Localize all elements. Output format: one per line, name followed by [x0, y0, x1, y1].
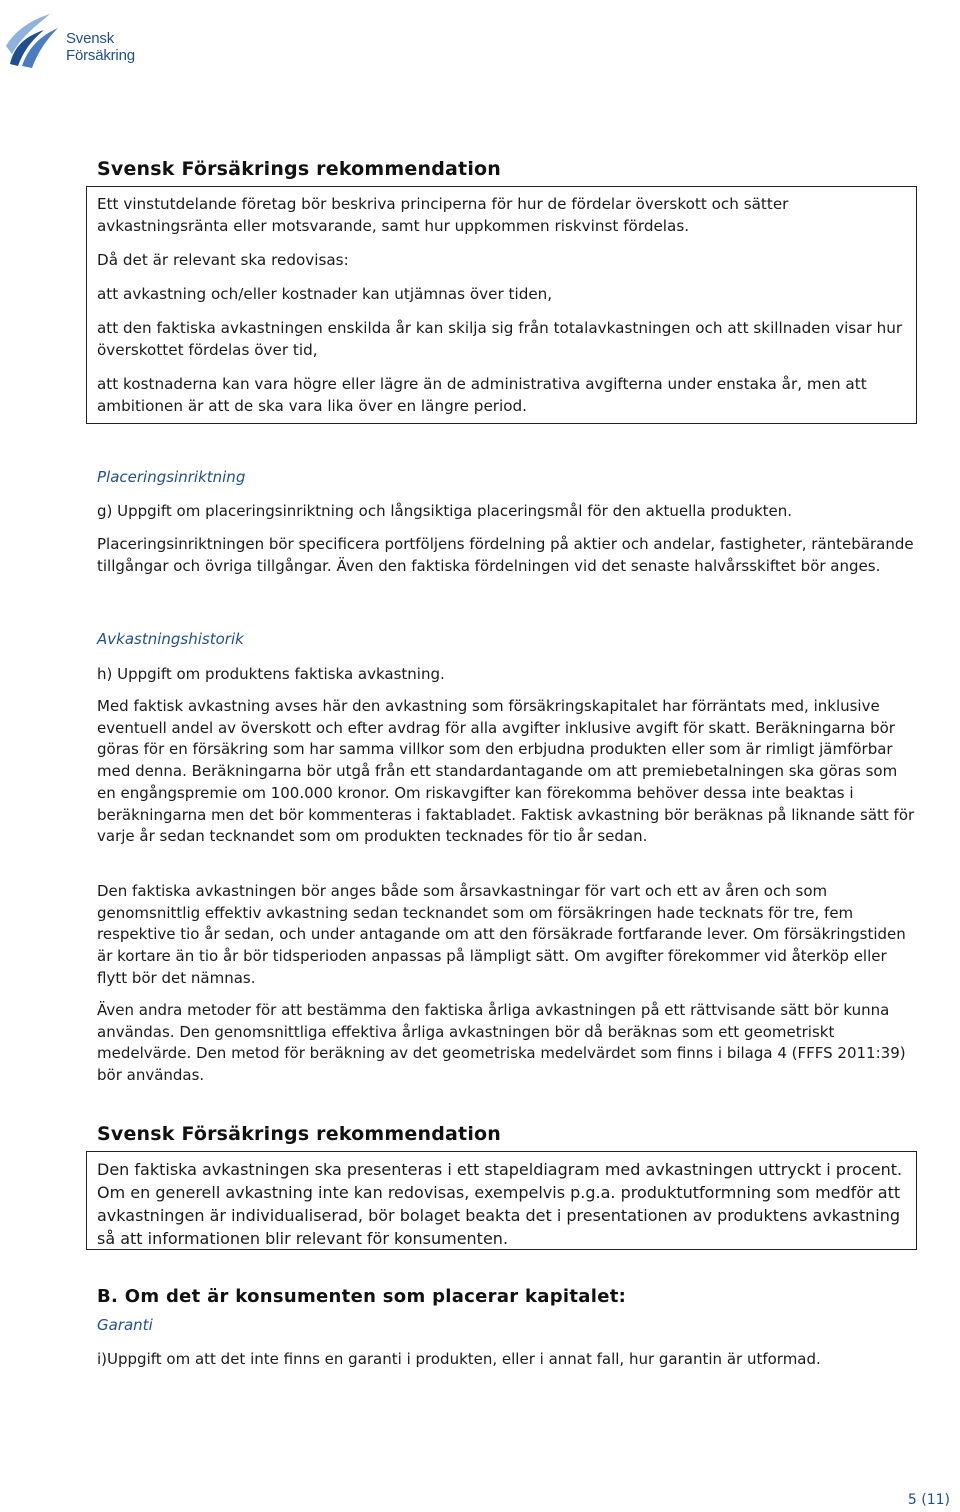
- recommendation-box-2: [86, 1151, 917, 1250]
- placering-text: Placeringsinriktningen bör specificera portföljens fördelning på aktier och andelar, fastigheter, räntebärande tillgångar och övriga tillgångar. Även den faktiska fördelningen vid det senaste halvårsskiftet bör anges.: [97, 535, 914, 575]
- recommendation-box: [86, 186, 917, 424]
- recommendation-title-2: Svensk Försäkrings rekommendation: [97, 1123, 502, 1145]
- section-heading-garanti: Garanti: [97, 1316, 153, 1334]
- historik-paragraph-2: Den faktiska avkastningen bör anges både som årsavkastningar för vart och ett av åren och som genomsnittlig effektiv avkastning sedan tecknandet som om försäkringen hade tecknats för tre, fem respektive tio år sedan, och under antagande om att den försäkrade fortfarande lever. Om försäkringstiden är kortare än tio år bör tidsperioden anpassas på lämpligt sätt. Om avgifter förekommer vid återköp eller flytt bör det nämnas.: [97, 882, 906, 987]
- garanti-item: i)Uppgift om att det inte finns en garanti i produkten, eller i annat fall, hur garantin är utformad.: [97, 1350, 821, 1368]
- recommendation-title: Svensk Försäkrings rekommendation: [97, 158, 502, 180]
- rec1-paragraph-2: Då det är relevant ska redovisas:: [97, 251, 349, 269]
- rec1-paragraph-4: att den faktiska avkastningen enskilda år kan skilja sig från totalavkastningen och att skillnaden visar hur överskottet fördelas över tid,: [97, 319, 903, 359]
- rec1-paragraph-3: att avkastning och/eller kostnader kan utjämnas över tiden,: [97, 285, 553, 303]
- historik-paragraph-3: Även andra metoder för att bestämma den faktiska årliga avkastningen på ett rättvisande sätt bör kunna användas. Den genomsnittliga effektiva årliga avkastningen bör då beräknas som ett geometriskt medelvärde. Den metod för beräkning av det geometriska medelvärdet som finns i bilaga 4 (FFFS 2011:39) bör användas.: [97, 1001, 906, 1085]
- historik-item: h) Uppgift om produktens faktiska avkastning.: [97, 665, 445, 683]
- logo-swirl-icon: [4, 6, 64, 72]
- section-heading-placering: Placeringsinriktning: [97, 468, 246, 486]
- section-b-heading: B. Om det är konsumenten som placerar kapitalet:: [97, 1286, 627, 1307]
- rec2-text: Den faktiska avkastningen ska presenteras i ett stapeldiagram med avkastningen uttryckt i procent. Om en generell avkastning inte kan redovisas, exempelvis p.g.a. produktutformning som medför att avkastningen är individualiserad, bör bolaget beakta det i presentationen av produktens avkastning så att informationen blir relevant för konsumenten.: [97, 1160, 903, 1248]
- historik-paragraph-1: Med faktisk avkastning avses här den avkastning som försäkringskapitalet har förräntats med, inklusive eventuell andel av överskott och efter avdrag för alla avgifter inklusive avgift för skatt. Beräkningarna bör göras för en försäkring som har samma villkor som den erbjudna produkten eller som är rimligt jämförbar med denna. Beräkningarna bör utgå från ett standardantagande om att premiebetalningen ska göras som en engångspremie om 100.000 kronor. Om riskavgifter kan förekomma behöver dessa inte beaktas i beräkningarna men det bör kommenteras i faktabladet. Faktisk avkastning bör beräknas på liknande sätt för varje år sedan tecknandet som om produkten tecknades för tio år sedan.: [97, 697, 915, 846]
- logo: [4, 6, 184, 72]
- page-number: 5 (11): [907, 1492, 950, 1508]
- placering-item: g) Uppgift om placeringsinriktning och långsiktiga placeringsmål för den aktuella produkten.: [97, 502, 793, 520]
- rec1-paragraph-5: att kostnaderna kan vara högre eller lägre än de administrativa avgifterna under enstaka år, men att ambitionen är att de ska vara lika över en längre period.: [97, 375, 867, 415]
- rec1-paragraph-1: Ett vinstutdelande företag bör beskriva principerna för hur de fördelar överskott och sätter avkastningsränta eller motsvarande, samt hur uppkommen riskvinst fördelas.: [97, 195, 789, 235]
- section-heading-historik: Avkastningshistorik: [97, 630, 244, 648]
- logo-text: Svensk Försäkring: [66, 30, 135, 64]
